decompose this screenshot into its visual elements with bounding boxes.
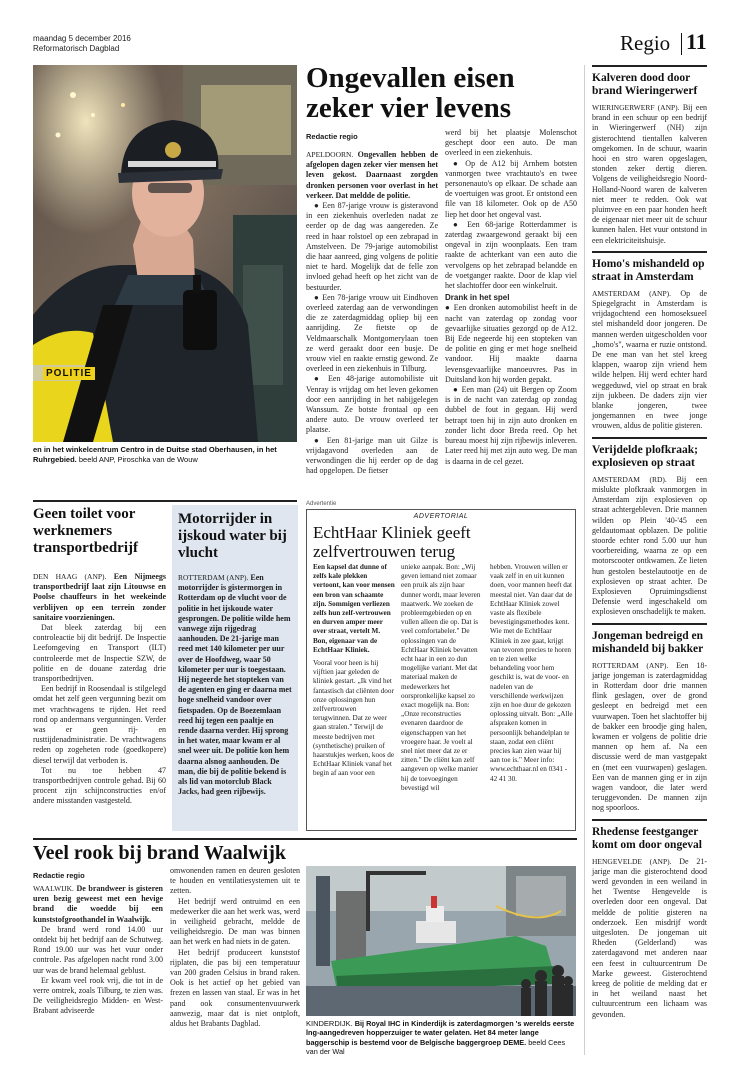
advert-lead: Een kapsel dat dunne of zelfs kale plekken vertoont, kan voor mensen een bron van schaamte zijn. Sommigen verliezen zelfs hun zelf-vertrouwen en durven amper meer over straat, vertelt M. Bon, eigenaar van de EchtHaar Kliniek. xyxy=(313,563,395,654)
partygoer-text: De 21-jarige man die gisterochtend dood werd gevonden in een weiland in het Twentse Hengevelde is overleden door een ongeval. Dat meldde de politie gisteren na onderzoek. Een misdrijf wordt uitgesloten. De jongeman uit Rheden (Gelderland) was zaterdagavond met anderen naar een feest in cultuurcentrum De Marke geweest. Gisterochtend kreeg de politie de melding dat er in het weiland naast het cultuurcentrum een lichaam was gevonden. xyxy=(592,856,707,1019)
baker-text: Een 18-jarige jongeman is zaterdagmiddag in Rotterdam door drie mannen flink geslagen, over de grond gesleept en bedreigd met een vuurwapen. Toen het slachtoffer bij de bakker een broodje ging halen, kwamen er volgens de politie drie mannen op hem af. Na een discussie werd de man vastgepakt en (met een vuurwapen) geslagen. Een van de mannen ging er in zijn wagen vandoor, die later werd teruggevonden. De mannen zijn nog spoorloos. xyxy=(592,660,708,813)
toilet-body xyxy=(33,572,166,807)
advert-para: Vooral voor heen is hij vijftien jaar geleden de kliniek gestart. „Ik vind het fantastisch dat cliënten door onze oplossingen hun zelfvertrouwen terugwinnen. Dat ze weer gaan stralen." Terwijl de meeste bedrijven met (synthetische) pruiken of haarstukjes werken, koos de EchtHaar Kliniek vanaf het begin af aan voor een xyxy=(313,659,395,778)
advert-column-1 xyxy=(313,563,395,779)
brief-rule xyxy=(592,251,707,253)
calves-headline: Kalveren dood door brand Wieringerwerf xyxy=(592,72,698,97)
newspaper-name: Reformatorisch Dagblad xyxy=(33,44,120,53)
advert-column-3: hebben. Vrouwen willen er vaak zelf in en uit kunnen doen, voor mannen heeft dat meestal niet. Van daar dat de EchtHaar Kliniek zowel vaste als flexibele bevestigingsmethodes kent. Wie met de EchtHaar Kliniek in zee gaat, krijgt van tevoren precies te horen en te zien welke behandeling voor hem geschikt is, wat de voor- en nadelen van de verschillende werkwijzen zijn en hoe duur de gekozen oplossing uitvalt. Bon: „Alle afspraken komen in persoonlijk behandelplan te staan, zodat een cliënt precies kan zien waar hij aan toe is." Meer info: www.echthaar.nl en 0341 - 42 41 30. xyxy=(490,563,573,783)
partygoer-body xyxy=(592,857,707,1020)
police-caption-credit: beeld ANP, Piroschka van de Wouw xyxy=(78,455,198,464)
accidents-para: werd bij het plaatsje Molenschot geschept door een auto. De man overleed in een ziekenhuis. xyxy=(445,128,577,158)
police-caption-text: en in het winkelcentrum Centro in de Duitse stad Oberhausen, in het Ruhrgebied. xyxy=(33,445,277,464)
politie-patch: POLITIE xyxy=(43,367,95,380)
accidents-para: ● Een 87-jarige vrouw is gisteravond in een ziekenhuis overleden nadat ze eerder op de dag was aangereden. Ze reed in haar rolstoel op een zebrapad in Amstelveen. De 79-jarige automobilist die haar aanreed, ging volgens de politie niet te hard. Mogelijk dat de felle zon invloed gehad heeft op het zicht van de bestuurder. xyxy=(306,201,438,292)
accidents-para: ● Een man (24) uit Bergen op Zoom is in de nacht van zaterdag op zondag dubbel de fout in gegaan. Hij werd betrapt toen hij in zijn auto dronken en zonder licht door Breda reed. Op het bureau moest hij zijn rijbewijs inleveren. Later reed hij met zijn auto weg. De man is daarna in de cel gezet. xyxy=(445,385,577,466)
smoke-para: Er kwam veel rook vrij, die tot in de verre omtrek, zoals Tilburg, te zien was. De veiligheidsregio Midden- en West-Brabant adviseerde xyxy=(33,975,163,1016)
smoke-para: omwonenden ramen en deuren gesloten te houden en ventilatiesystemen uit te zetten. xyxy=(170,866,300,896)
accidents-dateline: APELDOORN. xyxy=(306,150,354,159)
motor-dateline: ROTTERDAM (ANP). xyxy=(178,573,249,582)
accidents-para: ● Een dronken automobilist heeft in de nacht van zaterdag op zondag voor gevaarlijke situaties gezorgd op de A12. Bij Ede negeerde hij een stopteken van de politie en ging er met hoge snelheid vandoor. Hij maakte daarna levensgevaarlijke manoeuvres. Pas in Duitsland kon hij worden gepakt. xyxy=(445,303,577,384)
bomb-dateline: AMSTERDAM (RD). xyxy=(592,474,667,484)
motor-text: Een motorrijder is gistermorgen in Rotterdam op de vlucht voor de politie in het ijskoude water gesprongen. De politie wilde hem vanwege zijn rijgedrag aanhouden. De 21-jarige man reed met 140 kilometer per uur over de Hoofdweg, waar 50 kilometer per uur is toegestaan. Hij negeerde het stopteken van de agenten en ging er daarna met hoge snelheid vandoor over fietspaden. Op de Boezemlaan reed hij tegen een paaltje en rende daarna verder. Hij sprong in het water, maar kwam er al snel weer uit. De politie kon hem daarna alsnog aanhouden. De man, die bij de politie bekend is als lid van motorclub Black Jacks, had geen rijbewijs. xyxy=(178,573,292,797)
accidents-para: ● Een 81-jarige man uit Gilze is vrijdagavond overleden aan de verwondingen die hij eerder op de dag had opgelopen. De fietser xyxy=(306,435,438,476)
advert-column-2: unieke aanpak. Bon: „Wij geven iemand niet zomaar een pruik als zijn haar dunner wordt, maar leveren maatwerk. We zoeken de probleemgebieden op en vullen alleen die op. Dat is veel comfortabeler." De oplossingen van de EchtHaar Kliniek bevatten echt haar in een zo dun mogelijke variant. Met dat materiaal maken de medewerkers het oorspronkelijke kapsel zo exact mogelijk na. Bon: „Onze reconstructies evenaren daardoor de eigenschappen van het vroegere haar. Je voelt al snel niet meer dat ze er zitten." De cliënt kan zelf aangeven op welke manier hij de toevoegingen bevestigd wil xyxy=(401,563,481,792)
ship-caption-credit: beeld Cees van der Wal xyxy=(306,1037,566,1057)
police-officer-photo xyxy=(33,65,297,442)
homo-text: Op de Spiegelgracht in Amsterdam is vrijdagochtend een homoseksueel stel mishandeld door jongeren. De mannen werden uitgescholden voor „homo's", waarna er ruzie ontstond. De ene man van het stel kreeg klappen, waarop zijn vriend hem wilde helpen. Hij werd echter hard weggeduwd, viel op straat en brak zijn jukbeen. De daders zijn vier blanke jongeren, twee jongemannen en twee jonge vrouwen, aldus de politie gisteren. xyxy=(592,288,708,431)
homo-headline: Homo's mishandeld op straat in Amsterdam xyxy=(592,257,705,283)
advert-tag: Advertentie xyxy=(306,501,337,507)
smoke-dateline: WAALWIJK. xyxy=(33,884,74,893)
brief-rule xyxy=(592,437,707,439)
advertorial-box xyxy=(306,509,576,831)
calves-body xyxy=(592,103,707,246)
accidents-para: ● Een 78-jarige vrouw uit Eindhoven overleed zaterdag aan de verwondingen die ze zaterdagmiddag opliep bij een aanrijding. Ze fietste op de Veldmaarschalk Montgomerylaan toen ze werd geraakt door een busje. De vrouw viel en raakte ernstig gewond. Ze overleed in een ziekenhuis in Tilburg. xyxy=(306,292,438,374)
ship-launch-photo xyxy=(306,866,576,1016)
toilet-para: Een bedrijf in Roosendaal is stilgelegd omdat het zelf geen vergunning bezit om met vrachtwagens te rijden. Het reed rond op andermans vergunningen. Verder was er geen rij- en rusttijdenadministratie. De vrachtwagens reden op zogeheten rode (goedkopere) diesel terwijl dat verboden is. xyxy=(33,684,166,765)
bomb-text: Bij een mislukte plofkraak vanmorgen in Amsterdam zijn explosieven op straat achtergebleven. Drie mannen wilden op Plein '40-'45 een geldautomaat opblazen. De politie stoorde echter rond 5.00 uur hun voorbereiding, waarna ze op een motorscooter ontkwamen. Ze lieten hun gestolen bestelautootje en de explosieven op straat achter. De Explosieven Opruimingsdienst Defensie werd ingeschakeld om explosieven onschadelijk te maken. xyxy=(592,474,707,617)
motor-headline: Motorrijder in ijskoud water bij vlucht xyxy=(178,511,287,561)
smoke-byline: Redactie regio xyxy=(33,871,85,880)
motor-body xyxy=(178,573,293,797)
baker-body xyxy=(592,661,707,814)
page-number: 11 xyxy=(686,29,707,54)
ship-caption-text: Bij Royal IHC in Kinderdijk is zaterdagmorgen 's werelds eerste lng-aangedreven hopperzuiger te water gelaten. Het 84 meter lange baggerschip is bestemd voor de Belgische baggergroep DEME. xyxy=(306,1019,575,1047)
accidents-para: ● Een 48-jarige automobiliste uit Venray is vrijdag om het leven gekomen door een aanrijding in het nabijgelegen Wanssum. Ze botste frontaal op een andere auto. De vrouw overleed ter plaatse. xyxy=(306,374,438,435)
smoke-column-2 xyxy=(170,866,300,1029)
partygoer-headline: Rhedense feestganger komt om door ongeval xyxy=(592,825,702,851)
smoke-para: Het bedrijf werd ontruimd en een medewerker die aan het werk was, werd in veiligheid gebracht, meldde de veiligheidsregio. De man was binnen aan het werk en had niets in de gaten. xyxy=(170,896,300,947)
accidents-column-2 xyxy=(445,128,577,467)
toilet-para: Dat bleek zaterdag bij een controleactie bij dit bedrijf. De Inspectie Leefomgeving en Transport (ILT) controleerde met de Inspectie SZW, de politie en de douane zaterdag drie transportbedrijven. xyxy=(33,623,166,684)
toilet-rule xyxy=(33,500,297,502)
advertorial-label: ADVERTORIAL xyxy=(413,513,469,520)
smoke-column-1 xyxy=(33,884,163,1017)
smoke-para: De brand werd rond 14.00 uur ontdekt bij het bedrijf aan de Schutweg. Rond 19.00 uur was het vuur onder controle. Pas afgelopen nacht rond 3.00 uur was de brand helemaal geblust. xyxy=(33,924,163,975)
bomb-body xyxy=(592,475,707,618)
brief-rule xyxy=(592,65,707,67)
bomb-headline: Verijdelde plofkraak; explosieven op straat xyxy=(592,443,698,469)
smoke-lead: De brandweer is gisteren uren bezig geweest met een hevige brand die woedde bij een kunststofgroothandel in Waalwijk. xyxy=(33,884,163,924)
accidents-subhead: Drank in het spel xyxy=(445,293,510,303)
motor-box xyxy=(172,505,298,831)
toilet-lead: Een Nijmeegs transportbedrijf laat zijn Litouwse en Poolse chauffeurs in het weekeinde verblijven op een terrein zonder sanitaire voorzieningen. xyxy=(33,572,166,622)
baker-dateline: ROTTERDAM (ANP). xyxy=(592,660,669,670)
column-rule xyxy=(584,65,585,1055)
police-photo-caption xyxy=(33,445,297,465)
masthead-divider xyxy=(681,33,682,55)
calves-dateline: WIERINGERWERF (ANP). xyxy=(592,103,680,112)
accidents-para: ● Op de A12 bij Arnhem botsten vanmorgen twee vrachtauto's en twee personenauto's op elkaar. De schade aan de voertuigen was groot. Er ontstond een file van 18 kilometer. Ook op de A50 liep het door het ongeval vast. xyxy=(445,158,577,219)
smoke-para: Het bedrijf produceert kunststof rijplaten, die pas bij een temperatuur van 200 graden Celsius in brand raken. Ook is het actief op het gebied van frezen en lassen van staal. Er was in het pand ook consumentenvuurwerk aanwezig, maar dat is niet ontploft, aldus het Brabants Dagblad. xyxy=(170,947,300,1029)
smoke-headline: Veel rook bij brand Waalwijk xyxy=(33,842,287,864)
partygoer-dateline: HENGEVELDE (ANP). xyxy=(592,856,672,866)
accidents-para: ● Een 68-jarige Rotterdammer is zaterdag zwaargewond geraakt bij een ongeval in zijn woonplaats. Een tram raakte de achterkant van een auto die vervolgens op het zebrapad belandde en de voetganger raakte. Door de klap viel het slachtoffer door een winkelruit. xyxy=(445,219,577,291)
toilet-headline: Geen toilet voor werknemers transportbedrijf xyxy=(33,506,138,556)
homo-dateline: AMSTERDAM (ANP). xyxy=(592,288,672,298)
brief-rule xyxy=(592,819,707,821)
ship-caption-place: KINDERDIJK. xyxy=(306,1019,353,1028)
toilet-dateline: DEN HAAG (ANP). xyxy=(33,572,107,581)
brief-rule xyxy=(592,623,707,625)
accidents-byline: Redactie regio xyxy=(306,132,358,141)
smoke-rule xyxy=(33,838,577,840)
briefs-column xyxy=(592,65,707,1020)
advert-headline: EchtHaar Kliniek geeft zelfvertrouwen terug xyxy=(313,523,471,561)
toilet-para: Tot nu toe hebben 47 transportbedrijven controle gehad. Bij 60 procent zijn schijnconstructies en/of andere misstanden vastgesteld. xyxy=(33,765,166,806)
homo-body xyxy=(592,289,707,432)
accidents-lead: Ongevallen hebben de afgelopen dagen zeker vier mensen het leven gekost. Daarnaast zorgden dronken personen voor overlast in het verkeer. Dat meldde de politie. xyxy=(306,150,438,200)
accidents-column-1 xyxy=(306,150,438,477)
section-name: Regio xyxy=(620,31,671,55)
baker-headline: Jongeman bedreigd en mishandeld bij bakker xyxy=(592,629,704,655)
calves-text: Bij een brand in een schuur op een bedrijf in Wieringerwerf (NH) zijn gisterochtend tientallen kalveren omgekomen. In de schuur, waarin hooi en stro waren opgeslagen, stonden zeker dertig dieren. Volgens de veiligheidsregio Noord-Holland-Noord waren de kalveren niet meer te redden. Ook wat pluimvee en een paar honden heeft de eigenaar niet meer uit de schuur kunnen halen. Het vuur ontstond in een elektriciteitshuisje. xyxy=(592,103,707,245)
ship-photo-caption xyxy=(306,1019,578,1057)
accidents-headline: Ongevallen eisen zeker vier levens xyxy=(306,62,515,124)
issue-date: maandag 5 december 2016 xyxy=(33,34,131,43)
